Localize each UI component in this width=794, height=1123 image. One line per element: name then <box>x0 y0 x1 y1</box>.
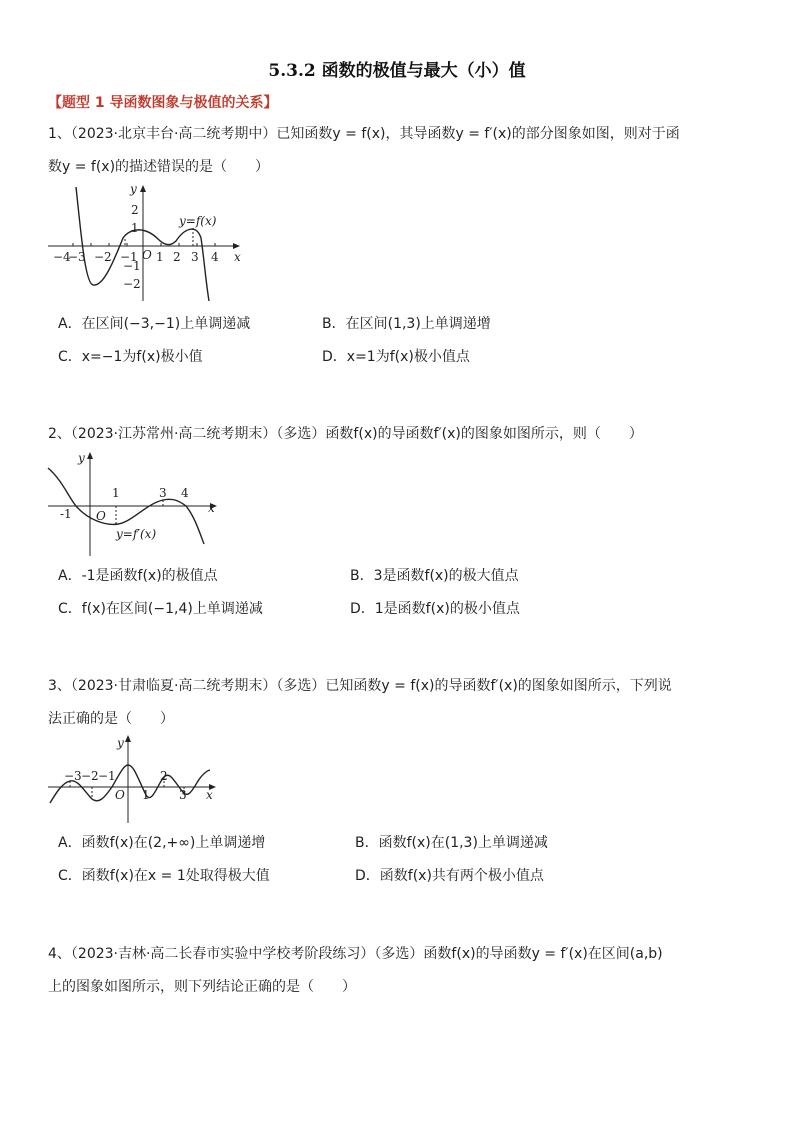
q4-stem-line2: 上的图象如图所示，则下列结论正确的是（ ） <box>48 979 356 995</box>
q1-ytick: −2 <box>123 277 141 291</box>
q3-graph <box>48 733 223 825</box>
q1-origin-label: O <box>142 248 152 262</box>
q3-xtick: 1 <box>142 788 150 802</box>
q2-option-a[interactable]: A．-1是函数f(x)的极值点 <box>58 568 218 584</box>
q2-xtick: -1 <box>60 507 72 521</box>
q2-option-b[interactable]: B．3是函数f(x)的极大值点 <box>350 568 519 584</box>
q1-xtick: 1 <box>156 250 164 264</box>
q1-stem-line1: 1、（2023·北京丰台·高二统考期中）已知函数y = f(x)，其导函数y = f′(x)的部分图象如图，则对于函 <box>48 126 680 142</box>
q3-axis-x-label: x <box>206 788 213 802</box>
q1-xtick: 4 <box>211 250 219 264</box>
q1-xtick: −4 <box>53 250 71 264</box>
q3-axis-y-label: y <box>117 736 124 750</box>
q1-xtick: −1 <box>120 250 138 264</box>
q2-xtick: 3 <box>159 486 167 500</box>
q2-option-d[interactable]: D．1是函数f(x)的极小值点 <box>350 601 520 617</box>
q3-xtick: −2 <box>81 769 99 783</box>
q3-xtick: −3 <box>64 769 82 783</box>
q2-stem-line1: 2、（2023·江苏常州·高二统考期末）（多选）函数f(x)的导函数f′(x)的图象如图所示，则（ ） <box>48 426 643 442</box>
q1-ytick: −1 <box>123 259 141 273</box>
q3-option-d[interactable]: D．函数f(x)共有两个极小值点 <box>355 868 544 884</box>
q3-stem-line1: 3、（2023·甘肃临夏·高二统考期末）（多选）已知函数y = f(x)的导函数f′(x)的图象如图所示，下列说 <box>48 678 672 694</box>
q1-stem-line2: 数y = f(x)的描述错误的是（ ） <box>48 159 270 175</box>
q1-option-a[interactable]: A．在区间(−3,−1)上单调递减 <box>58 316 251 332</box>
q3-origin-label: O <box>115 788 125 802</box>
q1-xtick: −2 <box>94 250 112 264</box>
q2-curve-label: y=f′(x) <box>116 527 157 541</box>
q3-option-c[interactable]: C．函数f(x)在x = 1处取得极大值 <box>58 868 270 884</box>
q1-axis-x-label: x <box>234 250 241 264</box>
q1-curve-label: y=f(x) <box>179 214 217 228</box>
q3-xtick: 2 <box>160 769 168 783</box>
q3-stem-line2: 法正确的是（ ） <box>48 711 174 727</box>
q1-ytick: 1 <box>131 221 139 235</box>
q1-ytick: 2 <box>131 203 139 217</box>
section-heading: 【题型 1 导函数图象与极值的关系】 <box>48 95 278 111</box>
q3-xtick: 3 <box>179 788 187 802</box>
q1-option-d[interactable]: D．x=1为f(x)极小值点 <box>322 349 470 365</box>
q3-option-b[interactable]: B．函数f(x)在(1,3)上单调递减 <box>355 835 548 851</box>
q2-graph <box>48 450 223 558</box>
q2-axis-x-label: x <box>208 501 215 515</box>
q1-xtick: −3 <box>68 250 86 264</box>
q1-graph <box>48 183 248 305</box>
q1-xtick: 3 <box>191 250 199 264</box>
q2-xtick: 1 <box>112 486 120 500</box>
q4-stem-line1: 4、（2023·吉林·高二长春市实验中学校考阶段练习）（多选）函数f(x)的导函数y = f′(x)在区间(a,b) <box>48 946 663 962</box>
page-title: 5.3.2 函数的极值与最大（小）值 <box>268 61 526 81</box>
q3-option-a[interactable]: A．函数f(x)在(2,+∞)上单调递增 <box>58 835 266 851</box>
q2-axis-y-label: y <box>78 451 85 465</box>
q3-xtick: −1 <box>98 769 116 783</box>
q2-option-c[interactable]: C．f(x)在区间(−1,4)上单调递减 <box>58 601 263 617</box>
q1-axis-y-label: y <box>130 182 137 196</box>
q2-xtick: 4 <box>181 486 189 500</box>
q1-option-b[interactable]: B．在区间(1,3)上单调递增 <box>322 316 491 332</box>
q1-xtick: 2 <box>173 250 181 264</box>
q1-option-c[interactable]: C．x=−1为f(x)极小值 <box>58 349 203 365</box>
q2-origin-label: O <box>96 509 106 523</box>
